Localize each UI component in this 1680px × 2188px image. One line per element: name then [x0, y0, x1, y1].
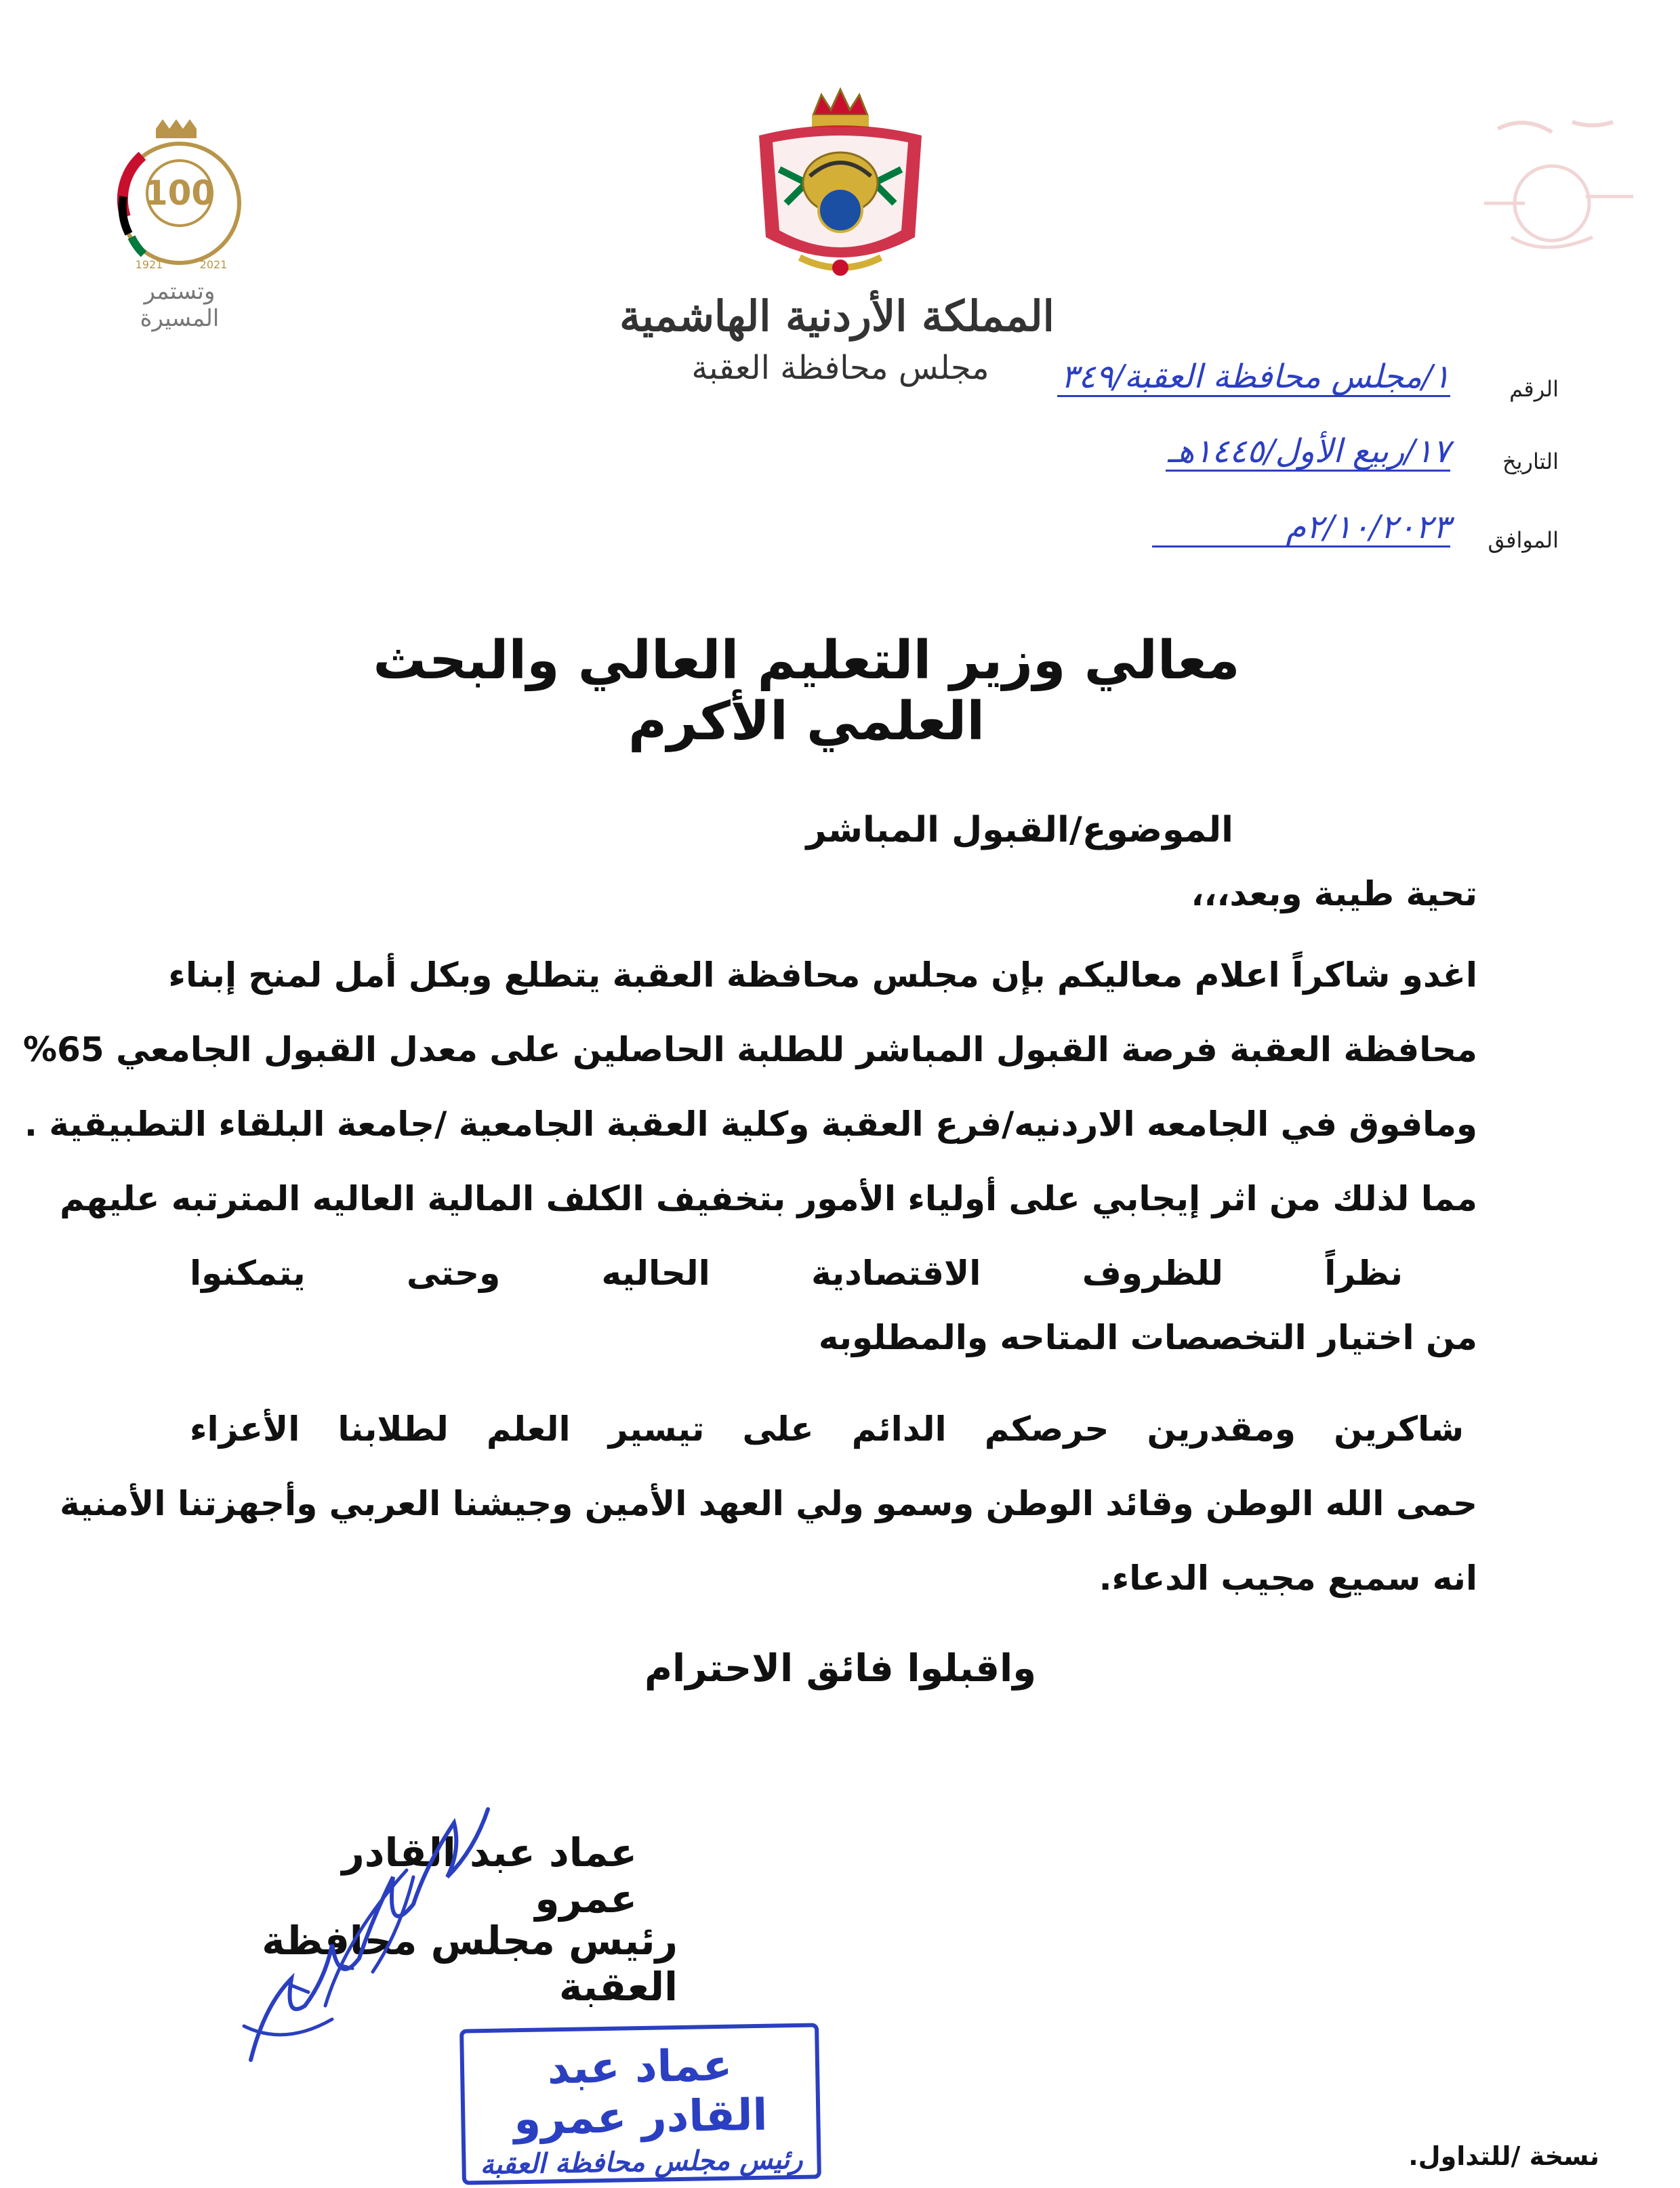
body-line: ومافوق في الجامعه الاردنيه/فرع العقبة وكلية العقبة الجامعية /جامعة البلقاء التطبيقية . — [24, 1105, 1477, 1144]
svg-text:2021: 2021 — [199, 258, 228, 271]
centenary-logo — [102, 115, 258, 332]
centenary-slogan: وتستمر المسيرة — [140, 278, 220, 332]
greeting: تحية طيبة وبعد،،، — [1191, 874, 1477, 913]
reference-corresponding-label: الموافق — [1488, 527, 1559, 553]
body-line: مما لذلك من اثر إيجابي على أولياء الأمور بتخفيف الكلف المالية العاليه المترتبه عليهم — [60, 1179, 1477, 1218]
stamp-name: عماد عبد القادر عمرو — [513, 2040, 769, 2145]
addressee: معالي وزير التعليم العالي والبحث العلمي الأكرم — [373, 630, 1240, 752]
closing-line: واقبلوا فائق الاحترام — [644, 1647, 1037, 1691]
centenary-emblem-icon — [102, 115, 258, 278]
body-line: نظراً للظروف الاقتصادية الحاليه وحتى يتمكنوا — [190, 1254, 1403, 1293]
body-line: حمى الله الوطن وقائد الوطن وسمو ولي العهد الأمين وجيشنا العربي وأجهزتنا الأمنية — [60, 1484, 1477, 1523]
signer-title: رئيس مجلس محافظة العقبة — [262, 1918, 678, 2010]
council-name: مجلس محافظة العقبة — [691, 349, 989, 387]
jordan-coat-of-arms-icon — [732, 75, 949, 298]
body-line: اغدو شاكراً اعلام معاليكم بإن مجلس محافظة العقبة يتطلع وبكل أمل لمنح إبناء — [168, 955, 1477, 995]
reference-corresponding-value: ٢/١٠/٢٠٢٣م — [1152, 510, 1450, 548]
reference-date-label: التاريخ — [1502, 449, 1559, 474]
svg-text:100: 100 — [144, 173, 216, 213]
faint-received-stamp — [1471, 102, 1647, 271]
stamp-title: رئيس مجلس محافظة العقبة — [480, 2143, 803, 2181]
body-line: انه سميع مجيب الدعاء. — [1099, 1559, 1477, 1598]
reference-number-label: الرقم — [1509, 376, 1559, 402]
reference-number-value: ١/مجلس محافظة العقبة/٣٤٩ — [1057, 359, 1450, 397]
subject-line: الموضوع/القبول المباشر — [806, 810, 1233, 850]
reference-date-value: ١٧/ربيع الأول/١٤٤٥هـ — [1166, 434, 1450, 472]
signer-name: عماد عبد القادر عمرو — [342, 1830, 637, 1922]
kingdom-name: المملكة الأردنية الهاشمية — [619, 291, 1054, 341]
body-line: محافظة العقبة فرصة القبول المباشر للطلبة الحاصلين على معدل القبول الجامعي 65% — [23, 1030, 1477, 1069]
body-line: شاكرين ومقدرين حرصكم الدائم على تيسير العلم لطلابنا الأعزاء — [190, 1409, 1464, 1449]
copy-note: نسخة /للتداول. — [1408, 2141, 1599, 2171]
official-stamp — [459, 2023, 821, 2185]
body-line: من اختيار التخصصات المتاحه والمطلوبه — [818, 1318, 1477, 1357]
svg-text:1921: 1921 — [135, 258, 163, 271]
